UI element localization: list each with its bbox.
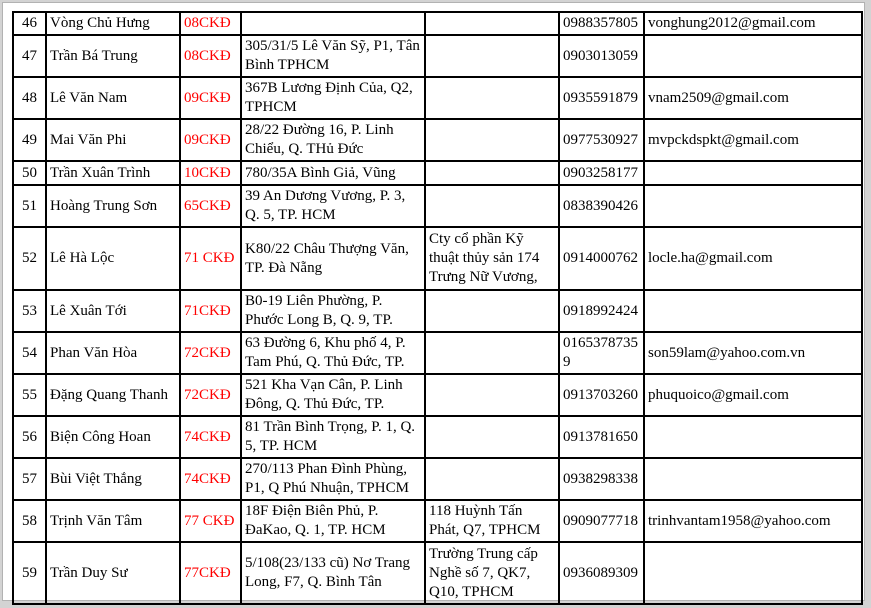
phone-cell: 0977530927	[559, 119, 644, 161]
company-cell	[425, 161, 559, 185]
code-cell: 71 CKĐ	[180, 227, 241, 290]
name-cell: Bùi Việt Thắng	[46, 458, 180, 500]
row-number-cell: 59	[13, 542, 46, 604]
address-cell: 5/108(23/133 cũ) Nơ Trang Long, F7, Q. Bình Tân	[241, 542, 425, 604]
name-cell: Phan Văn Hòa	[46, 332, 180, 374]
phone-cell: 0935591879	[559, 77, 644, 119]
address-cell: K80/22 Châu Thượng Văn, TP. Đà Nẵng	[241, 227, 425, 290]
code-cell: 71CKĐ	[180, 290, 241, 332]
table-row	[13, 227, 862, 290]
row-number-cell: 58	[13, 500, 46, 542]
address-cell: 81 Trần Bình Trọng, P. 1, Q. 5, TP. HCM	[241, 416, 425, 458]
email-cell: trinhvantam1958@yahoo.com	[644, 500, 862, 542]
phone-cell: 0914000762	[559, 227, 644, 290]
phone-cell: 0903013059	[559, 35, 644, 77]
table-row	[13, 416, 862, 458]
code-cell: 09CKĐ	[180, 77, 241, 119]
code-cell: 09CKĐ	[180, 119, 241, 161]
table-row	[13, 458, 862, 500]
name-cell: Trịnh Văn Tâm	[46, 500, 180, 542]
name-cell: Vòng Chủ Hưng	[46, 12, 180, 35]
name-cell: Biện Công Hoan	[46, 416, 180, 458]
address-cell: 780/35A Bình Giả, Vũng	[241, 161, 425, 185]
address-cell: 270/113 Phan Đình Phùng, P1, Q Phú Nhuận, TPHCM	[241, 458, 425, 500]
address-cell: 63 Đường 6, Khu phố 4, P. Tam Phú, Q. Thủ Đức, TP.	[241, 332, 425, 374]
phone-cell: 0913703260	[559, 374, 644, 416]
email-cell	[644, 161, 862, 185]
email-cell	[644, 416, 862, 458]
code-cell: 72CKĐ	[180, 374, 241, 416]
table-row	[13, 119, 862, 161]
address-cell: 18F Điện Biên Phủ, P. ĐaKao, Q. 1, TP. HCM	[241, 500, 425, 542]
company-cell	[425, 185, 559, 227]
code-cell: 77CKĐ	[180, 542, 241, 604]
company-cell	[425, 374, 559, 416]
company-cell	[425, 119, 559, 161]
table-row	[13, 12, 862, 35]
company-cell: Trường Trung cấp Nghề số 7, QK7, Q10, TPHCM	[425, 542, 559, 604]
row-number-cell: 50	[13, 161, 46, 185]
address-cell: 39 An Dương Vương, P. 3, Q. 5, TP. HCM	[241, 185, 425, 227]
row-number-cell: 51	[13, 185, 46, 227]
phone-cell: 0913781650	[559, 416, 644, 458]
phone-cell: 0988357805	[559, 12, 644, 35]
row-number-cell: 49	[13, 119, 46, 161]
email-cell: vnam2509@gmail.com	[644, 77, 862, 119]
table-row	[13, 77, 862, 119]
name-cell: Đặng Quang Thanh	[46, 374, 180, 416]
row-number-cell: 54	[13, 332, 46, 374]
company-cell	[425, 458, 559, 500]
name-cell: Trần Duy Sư	[46, 542, 180, 604]
table-row	[13, 374, 862, 416]
phone-cell: 0903258177	[559, 161, 644, 185]
row-number-cell: 56	[13, 416, 46, 458]
address-cell	[241, 12, 425, 35]
row-number-cell: 46	[13, 12, 46, 35]
email-cell: phuquoico@gmail.com	[644, 374, 862, 416]
code-cell: 65CKĐ	[180, 185, 241, 227]
row-number-cell: 55	[13, 374, 46, 416]
phone-cell: 0938298338	[559, 458, 644, 500]
email-cell	[644, 542, 862, 604]
table-row	[13, 35, 862, 77]
phone-cell: 0918992424	[559, 290, 644, 332]
phone-cell: 0838390426	[559, 185, 644, 227]
company-cell: 118 Huỳnh Tấn Phát, Q7, TPHCM	[425, 500, 559, 542]
code-cell: 77 CKĐ	[180, 500, 241, 542]
table-row	[13, 500, 862, 542]
email-cell: son59lam@yahoo.com.vn	[644, 332, 862, 374]
row-number-cell: 53	[13, 290, 46, 332]
name-cell: Lê Văn Nam	[46, 77, 180, 119]
code-cell: 08CKĐ	[180, 12, 241, 35]
address-cell: 521 Kha Vạn Cân, P. Linh Đông, Q. Thủ Đức, TP.	[241, 374, 425, 416]
address-cell: 28/22 Đường 16, P. Linh Chiểu, Q. THủ Đức	[241, 119, 425, 161]
table-row	[13, 161, 862, 185]
email-cell: locle.ha@gmail.com	[644, 227, 862, 290]
phone-cell: 0909077718	[559, 500, 644, 542]
contact-table	[12, 11, 863, 605]
contact-table-body	[13, 12, 862, 604]
table-row	[13, 185, 862, 227]
email-cell	[644, 35, 862, 77]
row-number-cell: 52	[13, 227, 46, 290]
code-cell: 08CKĐ	[180, 35, 241, 77]
phone-cell: 0936089309	[559, 542, 644, 604]
name-cell: Lê Xuân Tới	[46, 290, 180, 332]
table-row	[13, 332, 862, 374]
company-cell	[425, 35, 559, 77]
code-cell: 10CKĐ	[180, 161, 241, 185]
name-cell: Mai Văn Phi	[46, 119, 180, 161]
company-cell	[425, 12, 559, 35]
table-row	[13, 542, 862, 604]
row-number-cell: 47	[13, 35, 46, 77]
company-cell	[425, 416, 559, 458]
email-cell	[644, 458, 862, 500]
document-page	[2, 2, 865, 601]
email-cell	[644, 290, 862, 332]
address-cell: B0-19 Liên Phường, P. Phước Long B, Q. 9, TP.	[241, 290, 425, 332]
address-cell: 367B Lương Định Của, Q2, TPHCM	[241, 77, 425, 119]
email-cell	[644, 185, 862, 227]
name-cell: Trần Xuân Trình	[46, 161, 180, 185]
row-number-cell: 57	[13, 458, 46, 500]
company-cell: Cty cổ phần Kỹ thuật thủy sản 174 Trưng Nữ Vương,	[425, 227, 559, 290]
table-row	[13, 290, 862, 332]
company-cell	[425, 77, 559, 119]
company-cell	[425, 332, 559, 374]
name-cell: Lê Hà Lộc	[46, 227, 180, 290]
company-cell	[425, 290, 559, 332]
email-cell: mvpckdspkt@gmail.com	[644, 119, 862, 161]
email-cell: vonghung2012@gmail.com	[644, 12, 862, 35]
name-cell: Trần Bá Trung	[46, 35, 180, 77]
row-number-cell: 48	[13, 77, 46, 119]
phone-cell: 01653787359	[559, 332, 644, 374]
code-cell: 74CKĐ	[180, 416, 241, 458]
address-cell: 305/31/5 Lê Văn Sỹ, P1, Tân Bình TPHCM	[241, 35, 425, 77]
code-cell: 74CKĐ	[180, 458, 241, 500]
code-cell: 72CKĐ	[180, 332, 241, 374]
name-cell: Hoàng Trung Sơn	[46, 185, 180, 227]
